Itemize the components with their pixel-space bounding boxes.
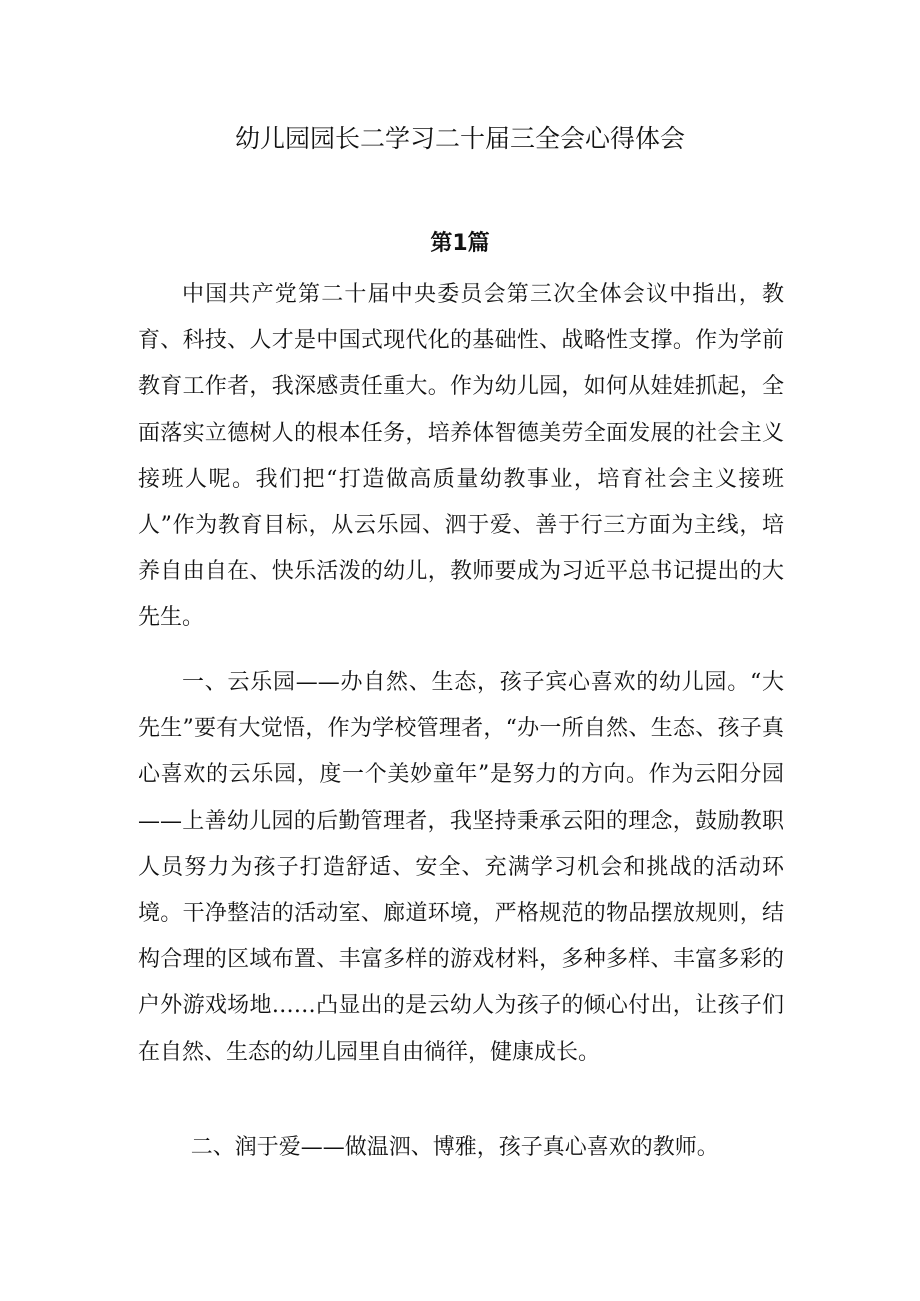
paragraph-section-one: 一、云乐园——办自然、生态，孩子宾心喜欢的幼儿园。“大先生”要有大觉悟，作为学校管理者，“办一所自然、生态、孩子真心喜欢的云乐园，度一个美妙童年”是努力的方向。作为云阳分园——上善幼儿园的后勤管理者，我坚持秉承云阳的理念，鼓励教职人员努力为孩子打造舒适、安全、充满学习机会和挑战的活动环境。干净整洁的活动室、廊道环境，严格规范的物品摆放规则，结构合理的区域布置、丰富多样的游戏材料，多种多样、丰富多彩的户外游戏场地……凸显出的是云幼人为孩子的倾心付出，让孩子们在自然、生态的幼儿园里自由徜徉，健康成长。 [138, 670, 784, 1065]
paragraph-section-two-heading: 二、润于爱——做温泗、博雅，孩子真心喜欢的教师。 [190, 1135, 719, 1160]
document-title: 幼儿园园长二学习二十届三全会心得体会 [234, 124, 685, 153]
section-heading: 第1篇 [430, 231, 490, 256]
paragraph-intro: 中国共产党第二十届中央委员会第三次全体会议中指出，教育、科技、人才是中国式现代化的基础性、战略性支撑。作为学前教育工作者，我深感责任重大。作为幼儿园，如何从娃娃抓起，全面落实立德树人的根本任务，培养体智德美劳全面发展的社会主义接班人呢。我们把“打造做高质量幼教事业，培育社会主义接班人”作为教育目标，从云乐园、泗于爱、善于行三方面为主线，培养自由自在、快乐活泼的幼儿，教师要成为习近平总书记提出的大先生。 [138, 282, 784, 631]
